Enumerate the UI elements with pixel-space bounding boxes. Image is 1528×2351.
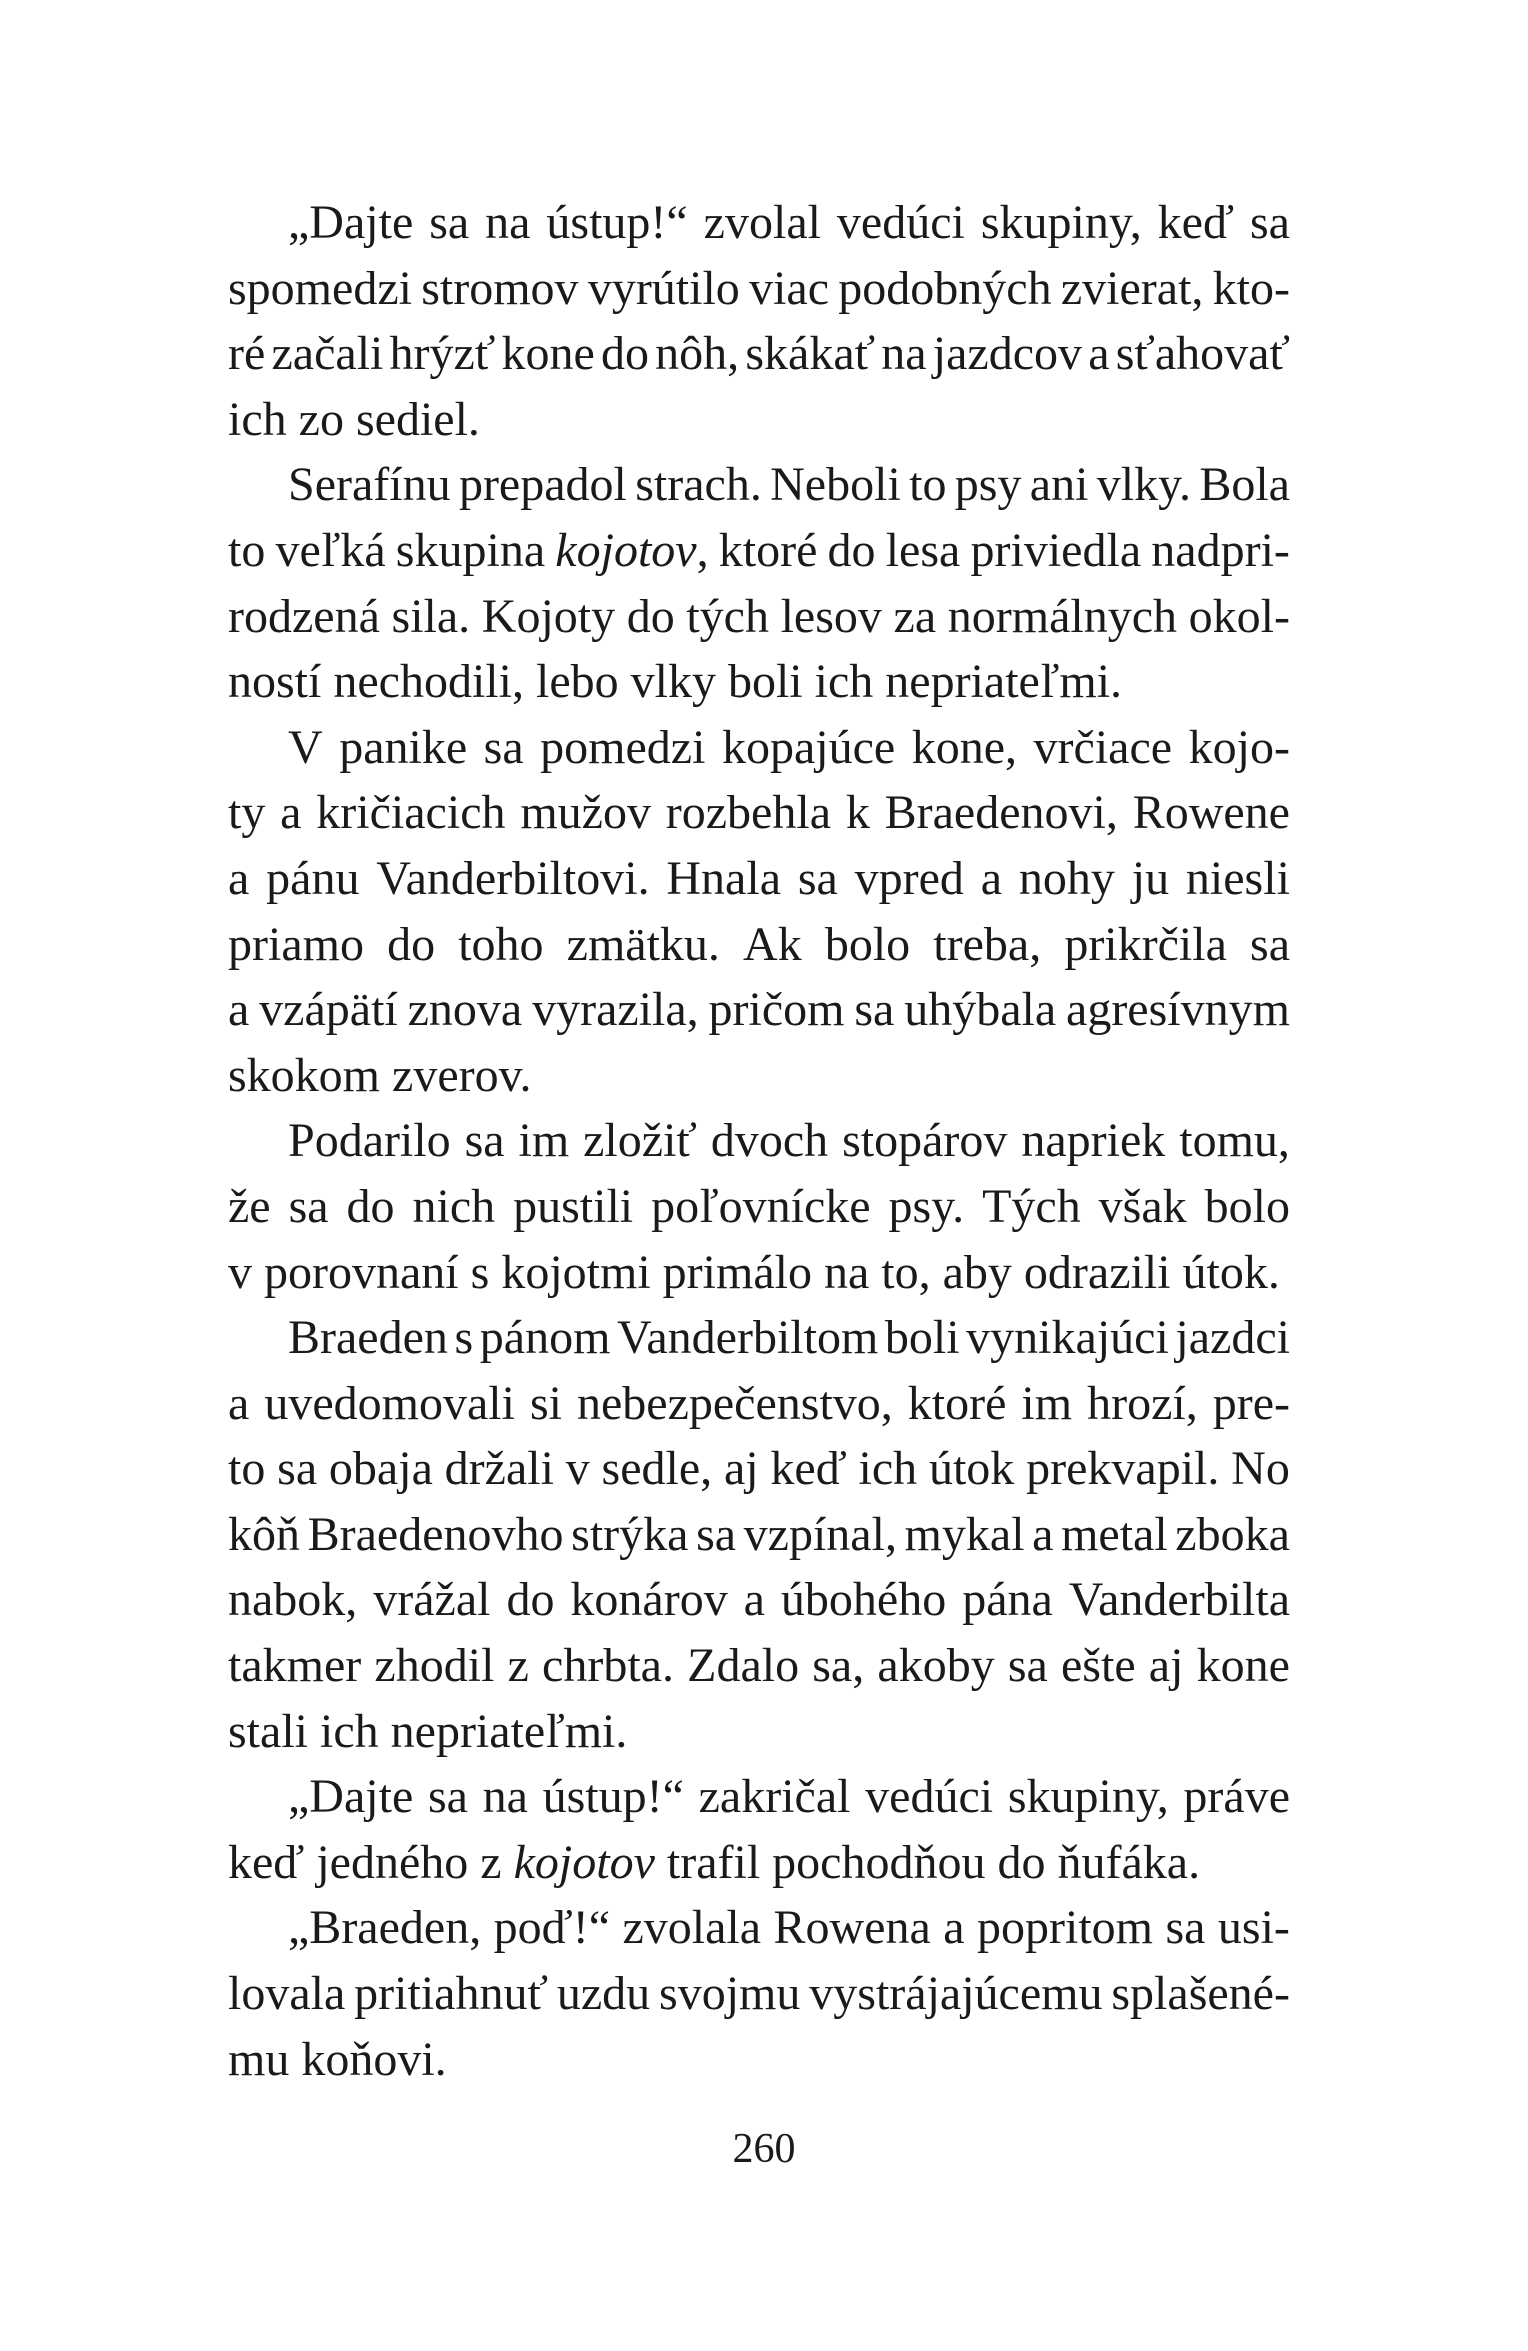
text-line: v porovnaní s kojotmi primálo na to, aby odrazili útok. [228,1245,1280,1299]
text-line: Braeden s pánom Vanderbiltom boli vynikajúci jazdci [288,1311,1290,1365]
text-line: že sa do nich pustili poľovnícke psy. Tých však bolo [228,1179,1290,1233]
text-line: ty a kričiacich mužov rozbehla k Braedenovi, Rowene [228,786,1290,840]
paragraph [228,190,1290,452]
text-line: ností nechodili, lebo vlky boli ich nepriateľmi. [228,655,1123,709]
text-line: ich zo sediel. [228,392,480,446]
paragraph [228,715,1290,1109]
paragraph [228,1895,1290,2092]
text-line: stali ich nepriateľmi. [228,1704,628,1758]
text-line: to sa obaja držali v sedle, aj keď ich útok prekvapil. No [228,1442,1290,1496]
body-text [228,190,1290,2092]
text-line: „Braeden, poď!“ zvolala Rowena a popritom sa usi- [288,1901,1290,1955]
text-line: V panike sa pomedzi kopajúce kone, vrčiace kojo- [288,720,1290,774]
text-line: takmer zhodil z chrbta. Zdalo sa, akoby sa ešte aj kone [228,1639,1290,1693]
paragraph [228,1764,1290,1895]
text-line: ré začali hrýzť kone do nôh, skákať na jazdcov a sťahovať [228,327,1290,381]
text-line: skokom zverov. [228,1048,532,1102]
text-line: Serafínu prepadol strach. Neboli to psy ani vlky. Bola [288,458,1290,512]
paragraph [228,1305,1290,1764]
text-line: a pánu Vanderbiltovi. Hnala sa vpred a nohy ju niesli [228,851,1290,905]
paragraph [228,1108,1290,1305]
text-line: priamo do toho zmätku. Ak bolo treba, prikrčila sa [228,917,1290,971]
text-line: mu koňovi. [228,2032,447,2086]
paragraph [228,452,1290,714]
text-line: rodzená sila. Kojoty do tých lesov za normálnych okol- [228,589,1290,643]
text-line: nabok, vrážal do konárov a úbohého pána Vanderbilta [228,1573,1290,1627]
text-line: a uvedomovali si nebezpečenstvo, ktoré im hrozí, pre- [228,1376,1290,1430]
text-line: Podarilo sa im zložiť dvoch stopárov napriek tomu, [288,1114,1290,1168]
text-line: spomedzi stromov vyrútilo viac podobných zvierat, kto- [228,261,1290,315]
text-line: kôň Braedenovho strýka sa vzpínal, mykal a metal zboka [228,1507,1290,1561]
text-line: lovala pritiahnuť uzdu svojmu vystrájajúcemu splašené- [228,1967,1290,2021]
page-number: 260 [732,2126,796,2172]
text-line: a vzápätí znova vyrazila, pričom sa uhýbala agresívnym [228,983,1290,1037]
text-line: „Dajte sa na ústup!“ zvolal vedúci skupiny, keď sa [288,196,1290,249]
text-line: keď jedného z kojotov trafil pochodňou do ňufáka. [228,1835,1201,1889]
text-line: „Dajte sa na ústup!“ zakričal vedúci skupiny, práve [288,1770,1290,1824]
text-line: to veľká skupina kojotov, ktoré do lesa priviedla nadpri- [228,523,1290,577]
